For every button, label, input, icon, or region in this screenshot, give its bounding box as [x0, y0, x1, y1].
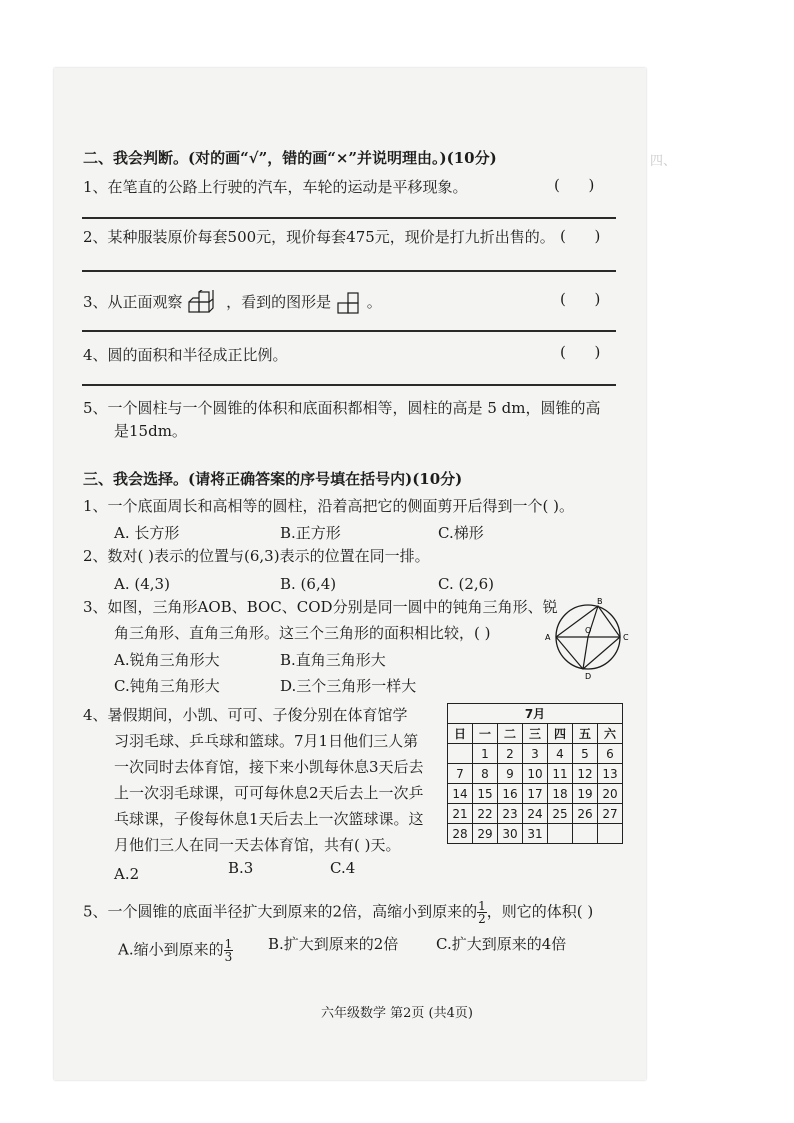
weekday-cell: 二: [498, 724, 523, 744]
calendar-week-row: [448, 804, 623, 824]
choice-question-5-part1: 5、一个圆锥的底面半径扩大到原来的2倍，高缩小到原来的: [83, 902, 478, 921]
day-cell: [598, 824, 623, 844]
day-cell: 31: [523, 824, 548, 844]
calendar-header-row: [448, 704, 623, 724]
day-cell: 13: [598, 764, 623, 784]
judge-answer-2[interactable]: ( ): [560, 227, 601, 245]
judge-question-3-part2: ，看到的图形是: [226, 293, 332, 311]
choice-question-5: [83, 900, 593, 925]
judge-question-3-part1: 3、从正面观察: [83, 293, 183, 311]
circle-triangles-figure: [543, 595, 633, 685]
weekday-cell: 四: [548, 724, 573, 744]
figure-label-a: A: [545, 633, 551, 642]
calendar-week-row: [448, 744, 623, 764]
choice-q2-option-c: C. (2,6): [438, 575, 495, 593]
choice-q5-option-c: C.扩大到原来的4倍: [436, 935, 567, 953]
day-cell: 18: [548, 784, 573, 804]
day-cell: 10: [523, 764, 548, 784]
day-cell: 29: [473, 824, 498, 844]
day-cell: 6: [598, 744, 623, 764]
choice-q5-option-a-text: A.缩小到原来的: [118, 940, 224, 959]
day-cell: 15: [473, 784, 498, 804]
day-cell: 11: [548, 764, 573, 784]
choice-question-5-part2: ，则它的体积( ): [486, 902, 594, 921]
day-cell: 24: [523, 804, 548, 824]
day-cell: 9: [498, 764, 523, 784]
day-cell: [448, 744, 473, 764]
answer-line-3: [82, 330, 616, 332]
choice-question-3-line2: 角三角形、直角三角形。这三个三角形的面积相比较，( ): [114, 624, 491, 642]
choice-q3-option-b: B.直角三角形大: [280, 651, 386, 669]
choice-question-4-line6: 月他们三人在同一天去体育馆，共有( )天。: [114, 836, 401, 854]
day-cell: 8: [473, 764, 498, 784]
answer-line-4: [82, 384, 616, 386]
day-cell: 16: [498, 784, 523, 804]
day-cell: 2: [498, 744, 523, 764]
page-footer: 六年级数学 第2页 (共4页): [321, 1006, 473, 1021]
choice-question-1: 1、一个底面周长和高相等的圆柱，沿着高把它的侧面剪开后得到一个( )。: [83, 497, 575, 515]
bleed-through-mark: 四、: [650, 154, 677, 169]
figure-label-c: C: [623, 633, 629, 642]
choice-question-4-line1: 4、暑假期间，小凯、可可、子俊分别在体育馆学: [83, 706, 408, 724]
choice-q2-option-b: B. (6,4): [280, 575, 337, 593]
figure-label-b: B: [597, 597, 603, 606]
day-cell: 1: [473, 744, 498, 764]
choice-q3-option-a: A.锐角三角形大: [114, 651, 220, 669]
day-cell: 19: [573, 784, 598, 804]
choice-question-4-line5: 乓球课，子俊每休息1天后去上一次篮球课。这: [114, 810, 424, 828]
day-cell: 26: [573, 804, 598, 824]
judge-question-4: 4、圆的面积和半径成正比例。: [83, 346, 288, 364]
day-cell: 23: [498, 804, 523, 824]
cube-stack-icon: [187, 290, 221, 316]
choice-q5-option-b: B.扩大到原来的2倍: [268, 935, 399, 953]
section2-title: 二、我会判断。(对的画“√”，错的画“×”并说明理由。)(10分): [83, 149, 497, 167]
fraction-denominator: 2: [478, 912, 486, 926]
weekday-cell: 三: [523, 724, 548, 744]
day-cell: 12: [573, 764, 598, 784]
choice-q5-option-a: [118, 938, 233, 963]
choice-q2-option-a: A. (4,3): [114, 575, 170, 593]
day-cell: 21: [448, 804, 473, 824]
day-cell: 20: [598, 784, 623, 804]
judge-question-1: 1、在笔直的公路上行驶的汽车，车轮的运动是平移现象。: [83, 178, 468, 196]
choice-question-4-line3: 一次同时去体育馆，接下来小凯每休息3天后去: [114, 758, 424, 776]
judge-question-5-line1: 5、一个圆柱与一个圆锥的体积和底面积都相等，圆柱的高是 5 dm，圆锥的高: [83, 399, 601, 417]
choice-q4-option-b: B.3: [228, 859, 254, 877]
day-cell: [548, 824, 573, 844]
judge-answer-3[interactable]: ( ): [560, 290, 601, 308]
calendar-month: 7月: [448, 704, 623, 724]
weekday-cell: 日: [448, 724, 473, 744]
day-cell: 27: [598, 804, 623, 824]
choice-question-3-line1: 3、如图，三角形AOB、BOC、COD分别是同一圆中的钝角三角形、锐: [83, 598, 558, 616]
choice-q3-option-c: C.钝角三角形大: [114, 677, 220, 695]
day-cell: [573, 824, 598, 844]
choice-question-4-line2: 习羽毛球、乒乓球和篮球。7月1日他们三人第: [114, 732, 419, 750]
choice-q3-option-d: D.三个三角形一样大: [280, 677, 417, 695]
choice-q1-option-a: A. 长方形: [114, 524, 180, 542]
choice-question-4-line4: 上一次羽毛球课，可可每休息2天后去上一次乒: [114, 784, 424, 802]
choice-q1-option-c: C.梯形: [438, 524, 484, 542]
fraction-denominator: 3: [224, 950, 233, 964]
weekday-cell: 六: [598, 724, 623, 744]
weekday-cell: 五: [573, 724, 598, 744]
choice-q4-option-a: A.2: [114, 865, 140, 883]
fraction-numerator: 1: [224, 937, 233, 951]
choice-q4-option-c: C.4: [330, 859, 356, 877]
day-cell: 28: [448, 824, 473, 844]
section3-title: 三、我会选择。(请将正确答案的序号填在括号内)(10分): [83, 470, 463, 488]
judge-question-3-part3: 。: [366, 293, 382, 311]
fraction-one-third: [224, 938, 234, 963]
day-cell: 4: [548, 744, 573, 764]
judge-question-3: [83, 290, 382, 316]
july-calendar: [447, 703, 623, 844]
judge-answer-4[interactable]: ( ): [560, 343, 601, 361]
calendar-week-row: [448, 764, 623, 784]
fraction-one-half: [477, 900, 487, 925]
weekday-cell: 一: [473, 724, 498, 744]
judge-question-2: 2、某种服装原价每套500元，现价每套475元，现价是打九折出售的。: [83, 228, 555, 246]
calendar-week-row: [448, 784, 623, 804]
day-cell: 7: [448, 764, 473, 784]
day-cell: 5: [573, 744, 598, 764]
choice-question-2: 2、数对( )表示的位置与(6,3)表示的位置在同一排。: [83, 547, 430, 565]
day-cell: 17: [523, 784, 548, 804]
judge-question-5-line2: 是15dm。: [114, 422, 187, 440]
answer-line-1: [82, 217, 616, 219]
day-cell: 25: [548, 804, 573, 824]
calendar-week-row: [448, 824, 623, 844]
answer-line-2: [82, 270, 616, 272]
fraction-numerator: 1: [478, 899, 486, 913]
day-cell: 22: [473, 804, 498, 824]
figure-label-d: D: [585, 672, 592, 681]
day-cell: 3: [523, 744, 548, 764]
figure-label-o: O: [585, 626, 592, 635]
day-cell: 30: [498, 824, 523, 844]
front-view-squares-icon: [336, 292, 362, 314]
day-cell: 14: [448, 784, 473, 804]
calendar-weekday-row: [448, 724, 623, 744]
choice-q1-option-b: B.正方形: [280, 524, 341, 542]
judge-answer-1[interactable]: ( ): [554, 176, 595, 194]
